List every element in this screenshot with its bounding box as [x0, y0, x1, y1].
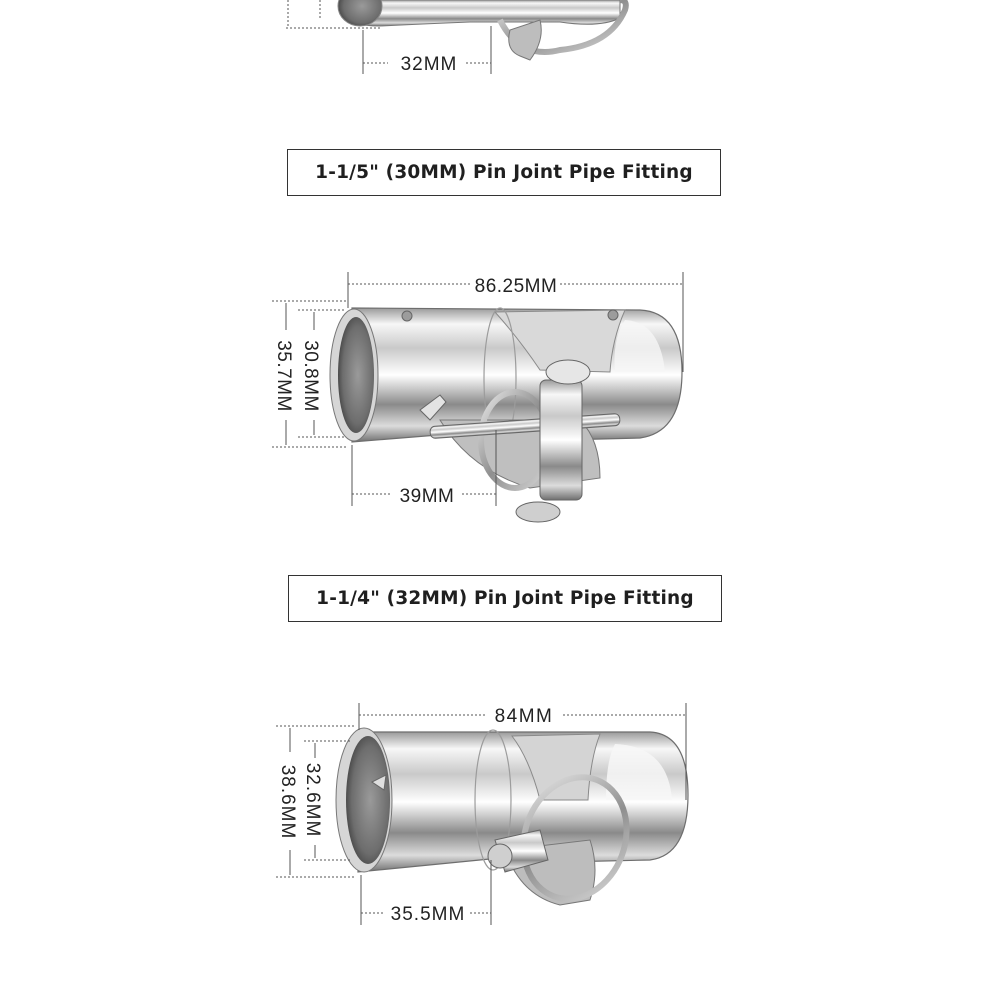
fitting-30mm-outer-diameter-label: 35.7MM [273, 340, 294, 412]
top-tab-length-label: 32MM [400, 54, 458, 75]
fitting-30mm-title: 1-1/5" (30MM) Pin Joint Pipe Fitting [287, 149, 721, 196]
fitting-30mm-inner-diameter-label: 30.8MM [300, 340, 321, 412]
fitting-32mm-tab-length-label: 35.5MM [390, 904, 466, 925]
fitting-32mm-title: 1-1/4" (32MM) Pin Joint Pipe Fitting [288, 575, 722, 622]
fitting-32mm-length-label: 84MM [494, 706, 554, 727]
fitting-32mm-image [336, 728, 688, 913]
fitting-30mm-length-label: 86.25MM [474, 276, 558, 297]
fitting-30mm-image [330, 308, 682, 522]
fitting-32mm-outer-diameter-label: 38.6MM [277, 764, 298, 840]
fitting-30mm-tab-length-label: 39MM [399, 486, 455, 507]
fitting-32mm-inner-diameter-label: 32.6MM [302, 762, 323, 838]
